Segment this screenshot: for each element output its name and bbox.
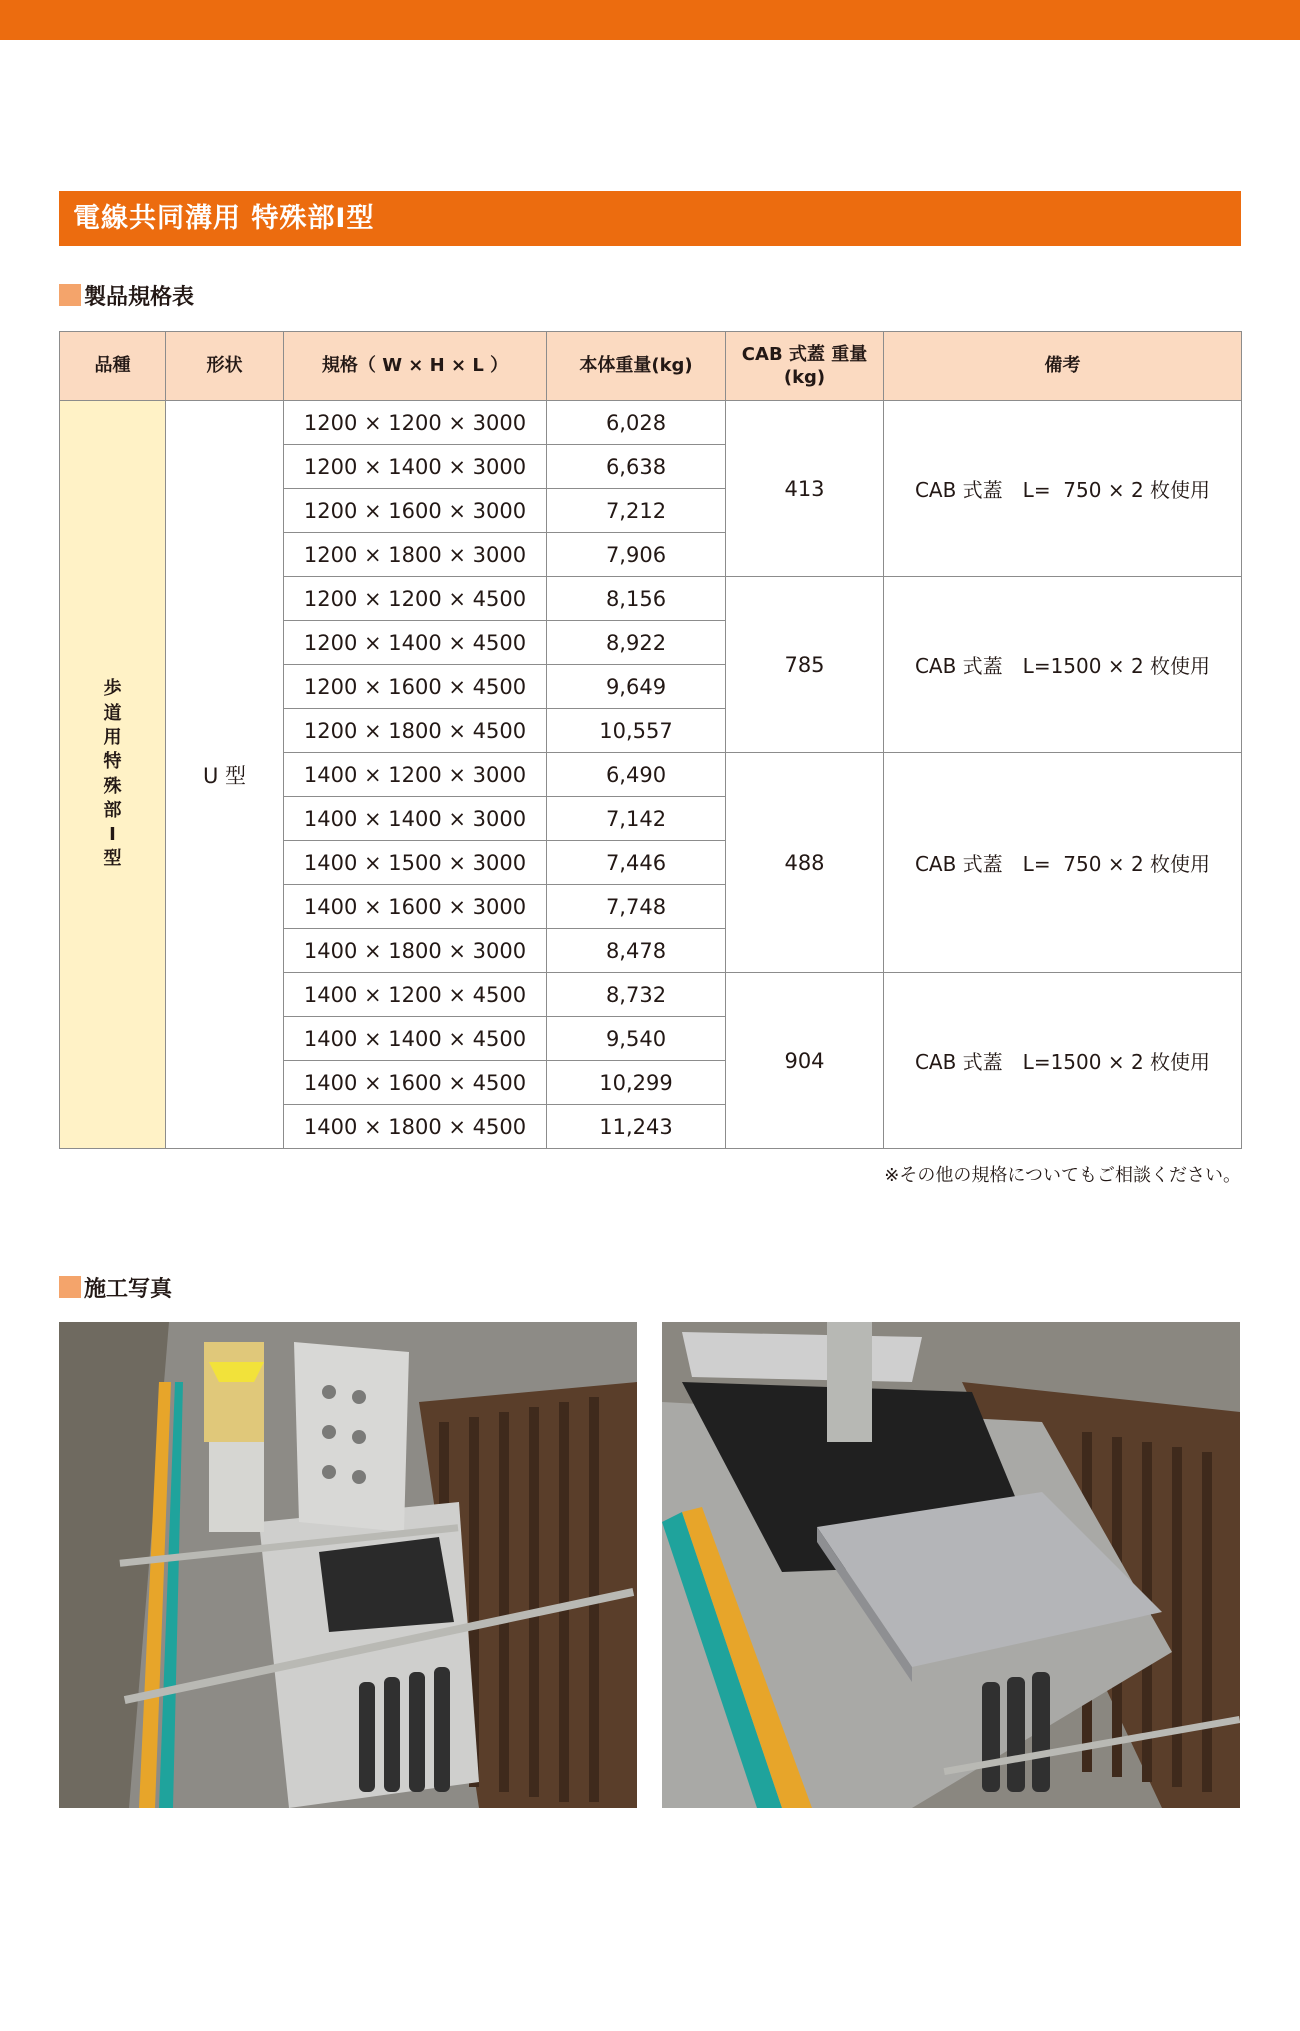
cell-size: 1400 × 1800 × 4500: [284, 1105, 547, 1149]
cell-size: 1200 × 1400 × 3000: [284, 445, 547, 489]
cell-size: 1200 × 1200 × 3000: [284, 401, 547, 445]
square-bullet-icon: [59, 1276, 81, 1298]
cell-size: 1400 × 1200 × 4500: [284, 973, 547, 1017]
cell-lid-weight: 904: [726, 973, 884, 1149]
cell-weight: 8,922: [547, 621, 726, 665]
spec-heading-text: 製品規格表: [84, 284, 195, 310]
construction-photo-2-illustration: [662, 1322, 1240, 1808]
photo-heading-text: 施工写真: [84, 1276, 173, 1302]
cell-lid-weight: 785: [726, 577, 884, 753]
note-text: CAB 式蓋 L=1500 × 2 枚使用: [914, 654, 1211, 678]
cell-weight: 11,243: [547, 1105, 726, 1149]
table-header-row: [60, 332, 1242, 401]
cell-shape: U 型: [166, 401, 284, 1149]
header-lid-weight: [726, 332, 884, 401]
cell-weight: 8,156: [547, 577, 726, 621]
cell-size: 1200 × 1600 × 3000: [284, 489, 547, 533]
cell-size: 1400 × 1400 × 4500: [284, 1017, 547, 1061]
cell-size: 1400 × 1400 × 3000: [284, 797, 547, 841]
cell-size: 1400 × 1800 × 3000: [284, 929, 547, 973]
cell-lid-weight: 413: [726, 401, 884, 577]
header-size: 規格（ W × H × L ）: [284, 332, 547, 401]
cell-note: [884, 753, 1242, 973]
cell-note: [884, 577, 1242, 753]
cell-weight: 6,638: [547, 445, 726, 489]
square-bullet-icon: [59, 284, 81, 306]
cell-weight: 10,299: [547, 1061, 726, 1105]
cell-weight: 10,557: [547, 709, 726, 753]
photo-section-heading: [59, 1272, 172, 1302]
construction-photo-2: [662, 1322, 1240, 1808]
header-weight: 本体重量(kg): [547, 332, 726, 401]
cell-size: 1200 × 1400 × 4500: [284, 621, 547, 665]
cell-size: 1200 × 1200 × 4500: [284, 577, 547, 621]
cell-lid-weight: 488: [726, 753, 884, 973]
cell-weight: 8,732: [547, 973, 726, 1017]
cell-size: 1400 × 1200 × 3000: [284, 753, 547, 797]
construction-photo-1: [59, 1322, 637, 1808]
spec-section-heading: [59, 280, 194, 310]
note-text: CAB 式蓋 L=1500 × 2 枚使用: [914, 1050, 1211, 1074]
top-accent-bar: [0, 0, 1300, 40]
cell-weight: 6,490: [547, 753, 726, 797]
cell-weight: 7,142: [547, 797, 726, 841]
table-row: [60, 401, 1242, 445]
header-lid-weight-line2: (kg): [783, 367, 826, 388]
construction-photo-1-illustration: [59, 1322, 637, 1808]
header-note: 備考: [884, 332, 1242, 401]
cell-kind: [60, 401, 166, 1149]
cell-weight: 6,028: [547, 401, 726, 445]
cell-weight: 7,212: [547, 489, 726, 533]
spec-table: [59, 331, 1242, 1149]
cell-size: 1400 × 1600 × 3000: [284, 885, 547, 929]
cell-size: 1200 × 1800 × 4500: [284, 709, 547, 753]
cell-weight: 9,649: [547, 665, 726, 709]
note-text: CAB 式蓋 L= 750 × 2 枚使用: [914, 852, 1211, 876]
cell-weight: 7,748: [547, 885, 726, 929]
cell-size: 1400 × 1500 × 3000: [284, 841, 547, 885]
cell-size: 1400 × 1600 × 4500: [284, 1061, 547, 1105]
kind-label: 歩道用特殊部Ⅰ型: [103, 678, 122, 870]
header-shape: 形状: [166, 332, 284, 401]
cell-note: [884, 973, 1242, 1149]
cell-weight: 9,540: [547, 1017, 726, 1061]
header-lid-weight-line1: CAB 式蓋 重量: [741, 343, 868, 365]
cell-weight: 7,446: [547, 841, 726, 885]
cell-size: 1200 × 1800 × 3000: [284, 533, 547, 577]
cell-weight: 7,906: [547, 533, 726, 577]
cell-size: 1200 × 1600 × 4500: [284, 665, 547, 709]
footnote: ※その他の規格についてもご相談ください。: [884, 1165, 1241, 1186]
cell-note: [884, 401, 1242, 577]
cell-weight: 8,478: [547, 929, 726, 973]
page-title: 電線共同溝用 特殊部Ⅰ型: [59, 191, 1241, 246]
header-kind: 品種: [60, 332, 166, 401]
note-text: CAB 式蓋 L= 750 × 2 枚使用: [914, 478, 1211, 502]
